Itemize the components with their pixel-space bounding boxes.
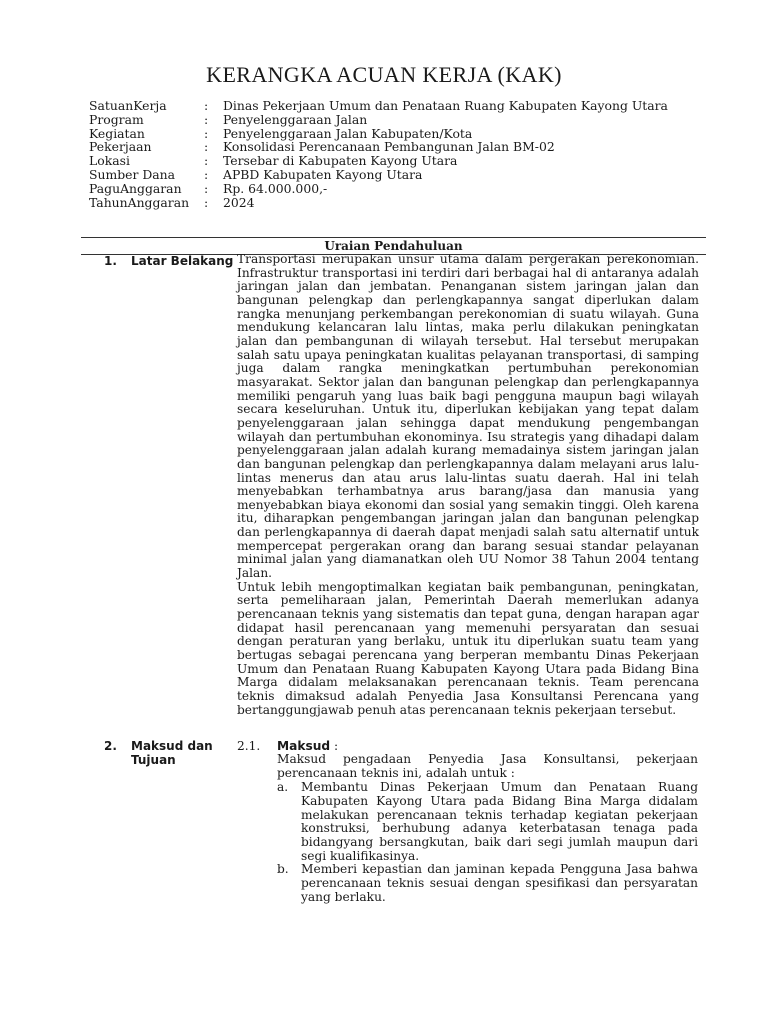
meta-row-pagu-anggaran — [89, 182, 668, 196]
meta-colon: : — [204, 111, 209, 127]
list-letter: b. — [277, 862, 289, 876]
meta-label: Pekerjaan — [89, 139, 152, 155]
subsection-title — [277, 739, 338, 753]
meta-row-tahun-anggaran — [89, 196, 668, 210]
meta-row-satuan-kerja — [89, 99, 668, 113]
meta-value: Konsolidasi Perencanaan Pembangunan Jalan BM-02 — [223, 139, 555, 155]
meta-row-kegiatan — [89, 127, 668, 141]
section-header: Uraian Pendahuluan — [81, 237, 706, 255]
meta-colon: : — [204, 166, 209, 182]
meta-value: Tersebar di Kabupaten Kayong Utara — [223, 153, 458, 169]
paragraph: Transportasi merupakan unsur utama dalam pergerakan perekonomian. Infrastruktur transportasi ini terdiri dari berbagai hal di antaranya adalah jaringan jalan dan jembatan. Penanganan sistem jaringan jalan dan bangunan pelengkap dan perlengkapannya sangat diperlukan dalam rangka menunjang perkembangan perekonomian di suatu wilayah. Guna mendukung kelancaran lalu lintas, maka perlu dilakukan peningkatan jalan dan pembangunan di wilayah tersebut. Hal tersebut merupakan salah satu upaya peningkatan kualitas pelayanan transportasi, di samping juga dalam rangka meningkatkan pertumbuhan perekonomian masyarakat. Sektor jalan dan bangunan pelengkap dan perlengkapannya memiliki pengaruh yang luas baik bagi pengguna maupun bagi wilayah secara keseluruhan. Untuk itu, diperlukan kebijakan yang tepat dalam penyelenggaraan jalan sehingga dapat mendukung pengembangan wilayah dan pertumbuhan ekonominya. Isu strategis yang dihadapi dalam penyelenggaraan jalan adalah kurang memadainya sistem jaringan jalan dan bangunan pelengkap dan perlengkapannya dalam melayani arus lalu-lintas menerus dan atau arus lalu-lintas suatu daerah. Hal ini telah menyebabkan terhambatnya arus barang/jasa dan manusia yang menyebabkan biaya ekonomi dan sosial yang semakin tinggi. Oleh karena itu, diharapkan pengembangan jaringan jalan dan bangunan pelengkap dan perlengkapannya di daerah dapat menjadi salah satu alternatif untuk mempercepat pergerakan orang dan barang sesuai standar pelayanan minimal jalan yang diamanatkan oleh UU Nomor 38 Tahun 2004 tentang Jalan. — [237, 252, 699, 581]
meta-label: Program — [89, 111, 144, 127]
meta-colon: : — [204, 180, 209, 196]
section-title — [131, 739, 213, 767]
meta-table — [89, 99, 668, 209]
meta-colon: : — [204, 194, 209, 210]
meta-row-lokasi — [89, 154, 668, 168]
meta-colon: : — [204, 139, 209, 155]
section-title-line: Maksud dan — [131, 739, 213, 753]
subsection-title-text: Maksud — [277, 739, 331, 753]
list-text: Memberi kepastian dan jaminan kepada Pengguna Jasa bahwa perencanaan teknis sesuai dengan spesifikasi dan persyaratan yang berlaku. — [301, 862, 698, 904]
document-title: KERANGKA ACUAN KERJA (KAK) — [206, 62, 562, 87]
subsection-number: 2.1. — [237, 739, 261, 753]
subsection-title-suffix: : — [330, 739, 339, 753]
meta-value: APBD Kabupaten Kayong Utara — [223, 166, 423, 182]
meta-value: Rp. 64.000.000,- — [223, 180, 328, 196]
section-title: Latar Belakang — [131, 254, 234, 268]
list-text: Membantu Dinas Pekerjaan Umum dan Penataan Ruang Kabupaten Kayong Utara pada Bidang Bina Marga didalam melakukan perencanaan teknis terhadap kegiatan pekerjaan konstruksi, berhubung adanya keterbatasan tenaga pada bidangyang bersangkutan, baik dari segi jumlah maupun dari segi kualifikasinya. — [301, 780, 698, 863]
subsection-intro: Maksud pengadaan Penyedia Jasa Konsultansi, pekerjaan perencanaan teknis ini, adalah untuk : — [277, 752, 698, 780]
meta-colon: : — [204, 125, 209, 141]
section-body — [237, 253, 699, 717]
paragraph: Untuk lebih mengoptimalkan kegiatan baik pembangunan, peningkatan, serta pemeliharaan jalan, Pemerintah Daerah memerlukan adanya perencanaan teknis yang sistematis dan tepat guna, dengan harapan agar didapat hasil perencanaan yang memenuhi persyaratan dan sesuai dengan peraturan yang berlaku, untuk itu diperlukan suatu team yang bertugas sebagai perencana yang berperan membantu Dinas Pekerjaan Umum dan Penataan Ruang Kabupaten Kayong Utara pada Bidang Bina Marga didalam melaksanakan perencanaan teknis. Team perencana teknis dimaksud adalah Penyedia Jasa Konsultansi Perencana yang bertanggungjawab penuh atas perencanaan teknis pekerjaan tersebut. — [237, 579, 699, 717]
meta-label: SatuanKerja — [89, 98, 167, 113]
meta-row-program — [89, 113, 668, 127]
meta-label: Lokasi — [89, 153, 130, 169]
meta-label: Sumber Dana — [89, 166, 176, 182]
section-title-line: Tujuan — [131, 753, 176, 768]
section-number: 1. — [104, 254, 117, 268]
meta-row-pekerjaan — [89, 140, 668, 154]
meta-colon: : — [204, 98, 209, 113]
section-number: 2. — [104, 739, 117, 753]
meta-value: Dinas Pekerjaan Umum dan Penataan Ruang Kabupaten Kayong Utara — [223, 98, 668, 113]
meta-value: 2024 — [223, 194, 255, 210]
meta-label: Kegiatan — [89, 125, 145, 141]
meta-row-sumber-dana — [89, 168, 668, 182]
meta-value: Penyelenggaraan Jalan Kabupaten/Kota — [223, 125, 473, 141]
meta-value: Penyelenggaraan Jalan — [223, 111, 368, 127]
list-letter: a. — [277, 780, 289, 794]
meta-label: PaguAnggaran — [89, 180, 182, 196]
meta-colon: : — [204, 153, 209, 169]
meta-label: TahunAnggaran — [89, 194, 190, 210]
